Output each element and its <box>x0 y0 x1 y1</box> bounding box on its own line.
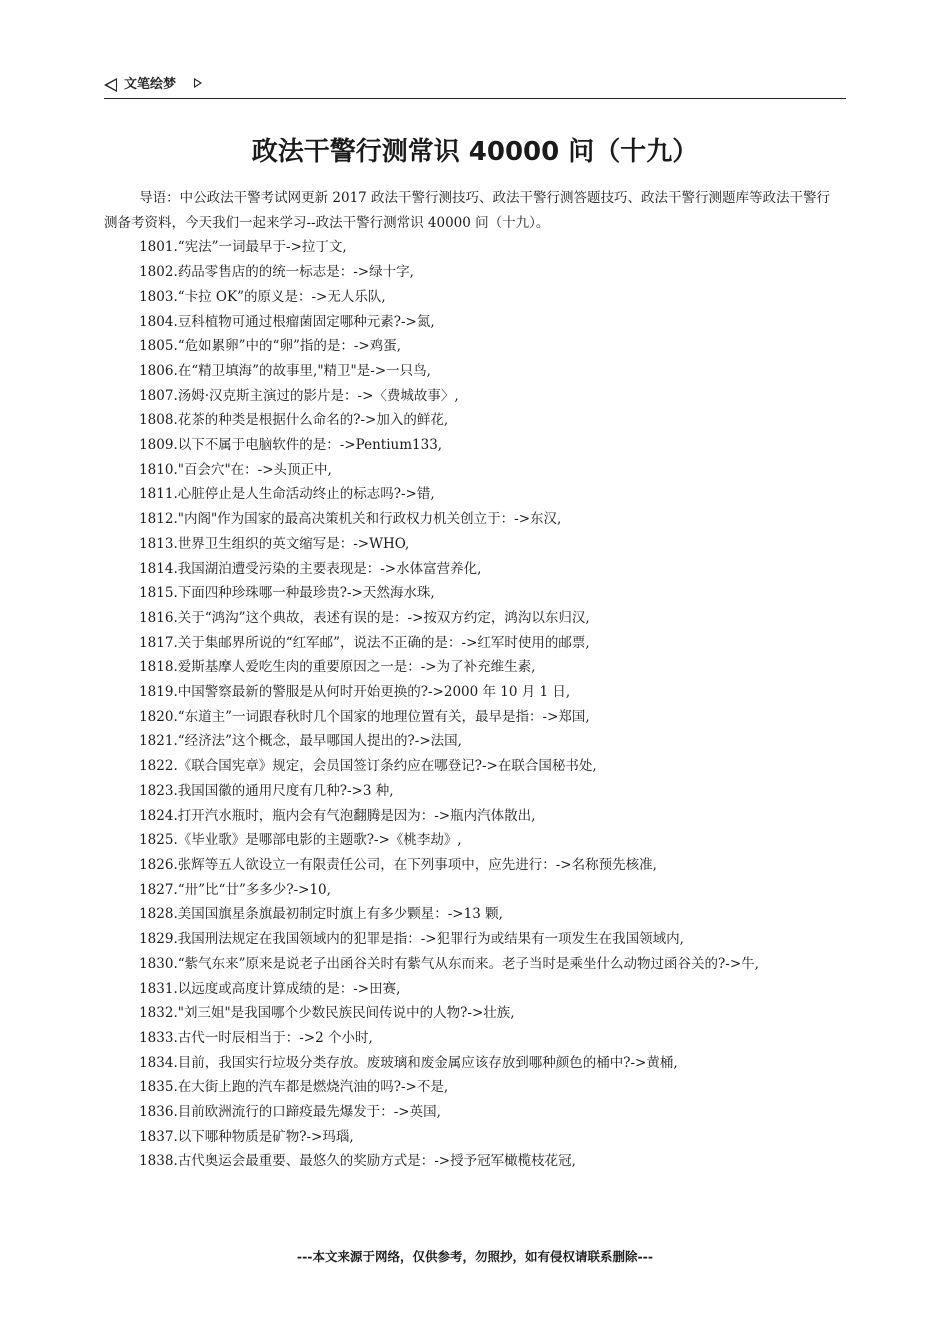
document-title: 政法干警行测常识 40000 问（十九） <box>251 137 699 167</box>
question-item: 1814.我国湖泊遭受污染的主要表现是：->水体富营养化, <box>139 560 482 577</box>
question-item: 1818.爱斯基摩人爱吃生肉的重要原因之一是：->为了补充维生素, <box>139 659 536 676</box>
question-item: 1826.张辉等五人欲设立一有限责任公司，在下列事项中，应先进行：->名称预先核准, <box>139 856 657 873</box>
question-item: 1820.“东道主”一词跟春秋时几个国家的地理位置有关，最早是指：->郑国, <box>139 708 590 725</box>
question-item: 1813.世界卫生组织的英文缩写是：->WHO, <box>139 535 410 552</box>
question-item: 1802.药品零售店的的统一标志是：->绿十字, <box>139 264 414 281</box>
question-item: 1809.以下不属于电脑软件的是：->Pentium133, <box>139 437 443 454</box>
footer-disclaimer: ---本文来源于网络，仅供参考，勿照抄，如有侵权请联系删除--- <box>296 1249 654 1264</box>
question-item: 1804.豆科植物可通过根瘤菌固定哪种元素?->氮, <box>139 313 435 330</box>
question-item: 1816.关于“鸿沟”这个典故，表述有误的是：->按双方约定，鸿沟以东归汉, <box>139 609 590 626</box>
question-item: 1834.目前，我国实行垃圾分类存放。废玻璃和废金属应该存放到哪种颜色的桶中?->黄桶, <box>139 1054 678 1071</box>
intro-paragraph: 导语：中公政法干警考试网更新 2017 政法干警行测技巧、政法干警行测答题技巧、政法干警行测题库等政法干警行测备考资料，今天我们一起来学习--政法干警行测常识 40000 问（十九）。 <box>104 190 831 231</box>
question-item: 1801.“宪法”一词最早于->拉丁文, <box>139 239 347 256</box>
question-item: 1830.“紫气东来”原来是说老子出函谷关时有紫气从东而来。老子当时是乘坐什么动物过函谷关的?->牛, <box>139 955 759 972</box>
question-item: 1805.“危如累卵”中的“卵”指的是：->鸡蛋, <box>139 338 402 355</box>
question-item: 1828.美国国旗星条旗最初制定时旗上有多少颗星：->13 颗, <box>139 906 503 923</box>
question-item: 1807.汤姆·汉克斯主演过的影片是：->〈费城故事〉, <box>139 387 459 404</box>
question-item: 1812."内阁"作为国家的最高决策机关和行政权力机关创立于：->东汉, <box>139 511 562 528</box>
question-item: 1823.我国国徽的通用尺度有几种?->3 种, <box>139 782 394 799</box>
question-item: 1806.在“精卫填海”的故事里,"精卫"是->一只鸟, <box>139 362 431 379</box>
question-item: 1824.打开汽水瓶时，瓶内会有气泡翻腾是因为：->瓶内汽体散出, <box>139 807 536 824</box>
question-item: 1819.中国警察最新的警服是从何时开始更换的?->2000 年 10 月 1 日, <box>139 684 571 701</box>
question-item: 1832."刘三姐"是我国哪个少数民族民间传说中的人物?->壮族, <box>139 1005 515 1022</box>
question-item: 1827.“卅”比“廿”多多少?->10, <box>139 881 331 898</box>
question-item: 1822.《联合国宪章》规定，会员国签订条约应在哪登记?->在联合国秘书处, <box>139 758 597 775</box>
question-item: 1803.“卡拉 OK”的原义是：->无人乐队, <box>139 288 386 305</box>
question-item: 1836.目前欧洲流行的口蹄疫最先爆发于：->英国, <box>139 1104 441 1121</box>
question-item: 1817.关于集邮界所说的“红军邮”，说法不正确的是：->红军时使用的邮票, <box>139 634 590 651</box>
question-item: 1829.我国刑法规定在我国领域内的犯罪是指：->犯罪行为或结果有一项发生在我国领域内, <box>139 931 684 948</box>
page-header <box>104 76 846 99</box>
question-item: 1835.在大街上跑的汽车都是燃烧汽油的吗?->不是, <box>139 1079 449 1096</box>
question-item: 1833.古代一时辰相当于：->2 个小时, <box>139 1029 373 1046</box>
header-brand: 文笔绘梦 <box>124 77 177 92</box>
question-item: 1838.古代奥运会最重要、最悠久的奖励方式是：->授予冠军橄榄枝花冠, <box>139 1153 576 1170</box>
question-list <box>104 235 834 1174</box>
question-item: 1810."百会穴"在：->头顶正中, <box>139 461 332 478</box>
triangle-left-outline-icon <box>104 78 117 92</box>
question-item: 1808.花茶的种类是根据什么命名的?->加入的鲜花, <box>139 412 449 429</box>
question-item: 1837.以下哪种物质是矿物?->玛瑙, <box>139 1128 354 1145</box>
question-item: 1811.心脏停止是人生命活动终止的标志吗?->错, <box>139 486 435 503</box>
question-item: 1831.以远度或高度计算成绩的是：->田赛, <box>139 980 401 997</box>
triangle-right-outline-icon <box>194 78 202 88</box>
question-item: 1821.“经济法”这个概念，最早哪国人提出的?->法国, <box>139 733 462 750</box>
question-item: 1815.下面四种珍珠哪一种最珍贵?->天然海水珠, <box>139 585 435 602</box>
document-body <box>104 186 834 1174</box>
question-item: 1825.《毕业歌》是哪部电影的主题歌?->《桃李劫》, <box>139 832 462 849</box>
